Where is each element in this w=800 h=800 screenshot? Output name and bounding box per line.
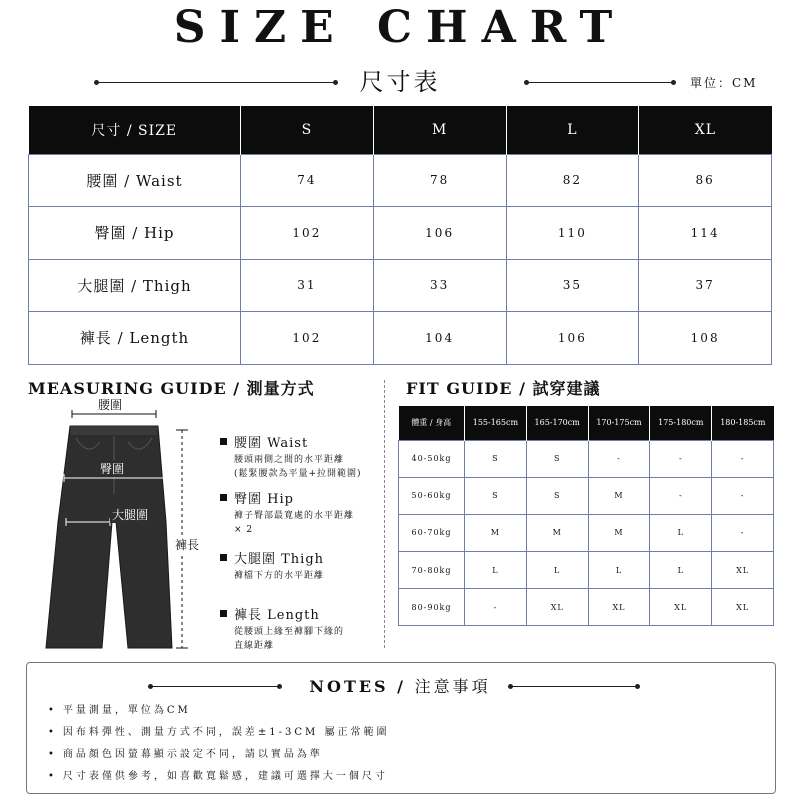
table-cell: 102 [241,207,374,260]
table-cell: - [588,440,650,477]
table-cell: 106 [506,312,639,365]
notes-title-zh: 注意事項 [414,677,491,696]
table-cell: 114 [639,207,772,260]
header-cell: 體重 / 身高 [399,406,465,440]
guide-item-thigh [220,548,380,583]
table-row [399,477,774,514]
table-cell: M [588,477,650,514]
list-item: • 尺寸表僅供參考，如喜歡寬鬆感，建議可選擇大一個尺寸 [48,766,748,788]
section-divider [384,380,385,648]
jeans-diagram [36,398,206,654]
header-cell: 180-185cm [712,406,774,440]
table-cell: S [465,477,527,514]
row-label: 褲長 / Length [29,312,241,365]
list-item: • 商品顏色因螢幕顯示設定不同，請以實品為準 [48,744,748,766]
header-cell: 尺寸 / SIZE [29,106,241,154]
table-cell: - [465,589,527,626]
table-cell: XL [588,589,650,626]
guide-item-desc: 從腰頭上緣至褲腳下緣的 [234,627,345,637]
guide-item-length [220,604,380,653]
guide-item-desc: 腰頭兩側之間的水平距離 [234,455,345,465]
guide-item-desc: 直線距離 [234,641,275,651]
table-cell: M [465,514,527,551]
table-cell: S [526,440,588,477]
page-title: SIZE CHART [173,2,627,53]
guide-item-desc: 褲子臀部最寬處的水平距離 [234,511,355,521]
table-cell: L [650,552,712,589]
guide-item-desc: 褲檔下方的水平距離 [234,571,325,581]
list-item: • 因布料彈性、測量方式不同，誤差±1-3CM 屬正常範圍 [48,722,748,744]
bullet-square-icon [220,554,227,561]
jeans-illustration [36,402,206,654]
row-label: 80-90kg [399,589,465,626]
fit-guide-title: FIT GUIDE / 試穿建議 [406,379,601,398]
row-label: 50-60kg [399,477,465,514]
row-label: 60-70kg [399,514,465,551]
guide-item-waist [220,432,380,481]
diagram-label-thigh: 大腿圍 [112,508,149,522]
table-row [399,440,774,477]
table-row [29,312,772,365]
header-cell: 155-165cm [465,406,527,440]
notes-title-en: NOTES [309,677,389,696]
page-subtitle: 尺寸表 [359,68,441,96]
table-cell: XL [650,589,712,626]
table-cell: L [650,514,712,551]
bullet-square-icon [220,438,227,445]
table-cell: M [526,514,588,551]
table-row [29,259,772,312]
table-cell: XL [712,552,774,589]
notes-list [48,700,748,788]
size-table [28,106,772,365]
guide-item-name: 腰圍 Waist [234,436,309,451]
guide-item-name: 臀圍 Hip [234,492,294,507]
table-cell: 35 [506,259,639,312]
row-label: 腰圍 / Waist [29,154,241,207]
table-cell: 86 [639,154,772,207]
fit-table-header [399,406,774,440]
table-cell: - [712,514,774,551]
table-row [29,154,772,207]
bullet-square-icon [220,610,227,617]
unit-label: 單位：CM [690,76,758,90]
row-label: 大腿圍 / Thigh [29,259,241,312]
table-cell: 74 [241,154,374,207]
guide-item-name: 褲長 Length [234,608,320,623]
size-table-header [29,106,772,154]
table-cell: L [526,552,588,589]
table-cell: S [526,477,588,514]
table-cell: - [650,440,712,477]
table-row [29,207,772,260]
table-cell: 102 [241,312,374,365]
header-cell: 175-180cm [650,406,712,440]
header-cell: L [506,106,639,154]
table-cell: L [465,552,527,589]
guide-item-desc: (鬆緊腰款為平量+拉開範圍) [234,469,362,479]
table-cell: 110 [506,207,639,260]
table-cell: - [712,477,774,514]
table-cell: - [712,440,774,477]
table-cell: 82 [506,154,639,207]
header-cell: XL [639,106,772,154]
header-cell: M [373,106,506,154]
fit-guide-table [398,406,774,626]
table-cell: 31 [241,259,374,312]
notes-title-sep: / [397,677,415,696]
list-item: • 平量測量，單位為CM [48,700,748,722]
guide-item-desc: × 2 [234,525,254,535]
bullet-square-icon [220,494,227,501]
table-cell: M [588,514,650,551]
diagram-label-waist: 腰圍 [98,398,123,412]
row-label: 40-50kg [399,440,465,477]
table-cell: 108 [639,312,772,365]
header-cell: S [241,106,374,154]
header-cell: 165-170cm [526,406,588,440]
table-cell: 37 [639,259,772,312]
table-row [399,552,774,589]
right-divider [526,82,674,83]
guide-item-hip [220,488,380,537]
table-cell: 106 [373,207,506,260]
diagram-label-hip: 臀圍 [100,462,125,476]
diagram-label-length: 褲長 [175,538,200,552]
table-row [399,589,774,626]
notes-right-divider [510,686,638,687]
guide-item-name: 大腿圍 Thigh [234,552,325,567]
row-label: 70-80kg [399,552,465,589]
row-label: 臀圍 / Hip [29,207,241,260]
table-cell: 104 [373,312,506,365]
table-row [399,514,774,551]
table-cell: L [588,552,650,589]
table-cell: - [650,477,712,514]
table-cell: XL [526,589,588,626]
table-cell: 78 [373,154,506,207]
notes-title [0,674,800,697]
table-cell: XL [712,589,774,626]
table-cell: 33 [373,259,506,312]
header-cell: 170-175cm [588,406,650,440]
table-cell: S [465,440,527,477]
measuring-guide-title: MEASURING GUIDE / 測量方式 [28,379,315,398]
